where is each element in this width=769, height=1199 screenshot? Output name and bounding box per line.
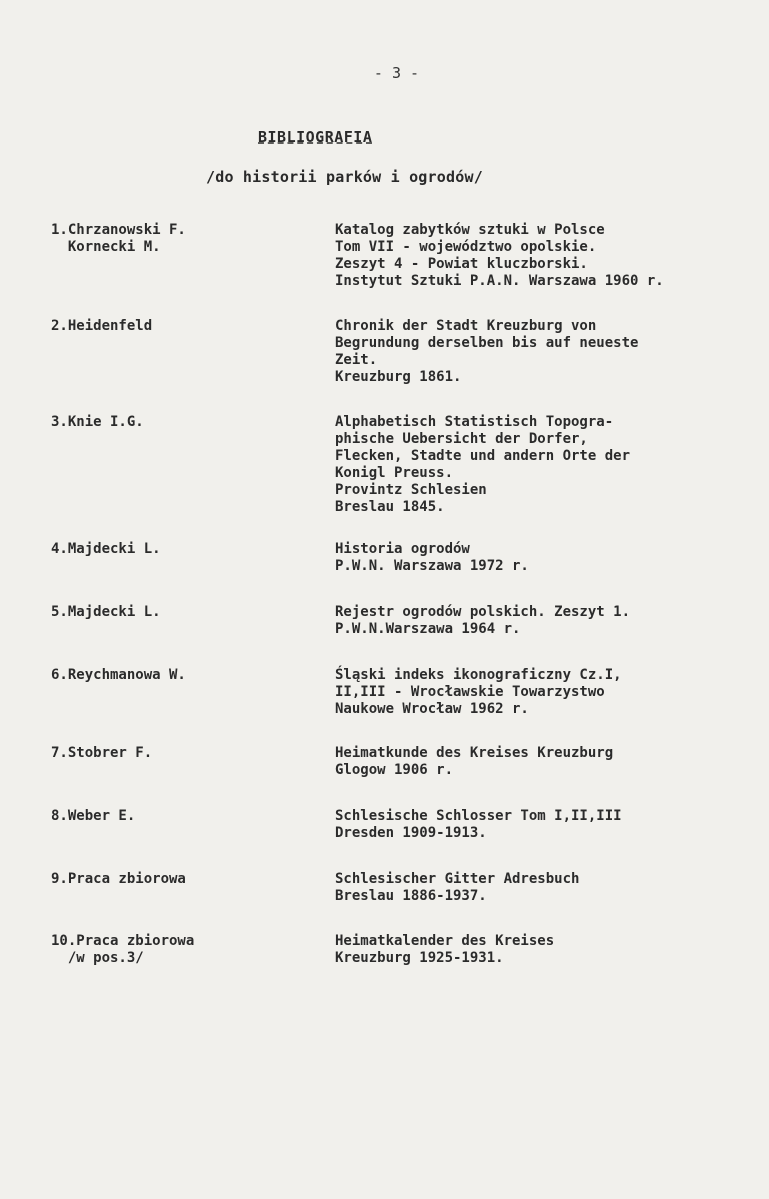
entry-work <box>335 667 755 718</box>
entry-author <box>51 414 311 431</box>
work-line: phische Uebersicht der Dorfer, <box>335 431 588 447</box>
work-line: Schlesische Schlosser Tom I,II,III <box>335 808 622 824</box>
author-line: 2.Heidenfeld <box>51 318 153 334</box>
work-line: Dresden 1909-1913. <box>335 825 487 841</box>
author-line: /w pos.3/ <box>51 950 144 966</box>
work-line: Tom VII - województwo opolskie. <box>335 239 597 255</box>
author-line: 3.Knie I.G. <box>51 414 144 430</box>
work-line: Breslau 1845. <box>335 499 445 515</box>
work-line: Breslau 1886-1937. <box>335 888 487 904</box>
work-line: Heimatkalender des Kreises <box>335 933 555 949</box>
work-line: II,III - Wrocławskie Towarzystwo <box>335 684 605 700</box>
page-subtitle: /do historii parków i ogrodów/ <box>206 168 483 186</box>
entry-work <box>335 318 755 386</box>
work-line: Historia ogrodów <box>335 541 470 557</box>
entry-author <box>51 745 311 762</box>
work-line: Alphabetisch Statistisch Topogra- <box>335 414 614 430</box>
work-line: Provintz Schlesien <box>335 482 487 498</box>
work-line: Kreuzburg 1861. <box>335 369 462 385</box>
author-line: Kornecki M. <box>51 239 161 255</box>
work-line: Chronik der Stadt Kreuzburg von <box>335 318 597 334</box>
entry-work <box>335 808 755 842</box>
entry-work <box>335 745 755 779</box>
work-line: Śląski indeks ikonograficzny Cz.I, <box>335 667 622 683</box>
page-title: BIBLIOGRAFIA <box>258 128 373 146</box>
entry-work <box>335 604 755 638</box>
entry-author <box>51 318 311 335</box>
work-line: Heimatkunde des Kreises Kreuzburg <box>335 745 614 761</box>
entry-work <box>335 541 755 575</box>
author-line: 1.Chrzanowski F. <box>51 222 186 238</box>
work-line: Zeszyt 4 - Powiat kluczborski. <box>335 256 588 272</box>
entry-author <box>51 604 311 621</box>
work-line: Naukowe Wrocław 1962 r. <box>335 701 529 717</box>
author-line: 10.Praca zbiorowa <box>51 933 195 949</box>
work-line: P.W.N.Warszawa 1964 r. <box>335 621 521 637</box>
entry-author <box>51 808 311 825</box>
author-line: 5.Majdecki L. <box>51 604 161 620</box>
work-line: Begrundung derselben bis auf neueste <box>335 335 639 351</box>
author-line: 9.Praca zbiorowa <box>51 871 186 887</box>
entry-work <box>335 933 755 967</box>
work-line: P.W.N. Warszawa 1972 r. <box>335 558 529 574</box>
author-line: 6.Reychmanowa W. <box>51 667 186 683</box>
entry-work <box>335 222 755 290</box>
work-line: Schlesischer Gitter Adresbuch <box>335 871 580 887</box>
work-line: Rejestr ogrodów polskich. Zeszyt 1. <box>335 604 631 620</box>
entry-work <box>335 871 755 905</box>
entry-author <box>51 222 311 256</box>
work-line: Konigl Preuss. <box>335 465 454 481</box>
page-number: - 3 - <box>373 64 420 82</box>
work-line: Flecken, Stadte und andern Orte der <box>335 448 631 464</box>
author-line: 4.Majdecki L. <box>51 541 161 557</box>
author-line: 7.Stobrer F. <box>51 745 153 761</box>
entry-work <box>335 414 755 516</box>
work-line: Glogow 1906 r. <box>335 762 454 778</box>
work-line: Kreuzburg 1925-1931. <box>335 950 504 966</box>
author-line: 8.Weber E. <box>51 808 136 824</box>
work-line: Zeit. <box>335 352 378 368</box>
entry-author <box>51 541 311 558</box>
work-line: Instytut Sztuki P.A.N. Warszawa 1960 r. <box>335 273 664 289</box>
entry-author <box>51 667 311 684</box>
entry-author <box>51 933 311 967</box>
entry-author <box>51 871 311 888</box>
work-line: Katalog zabytków sztuki w Polsce <box>335 222 605 238</box>
